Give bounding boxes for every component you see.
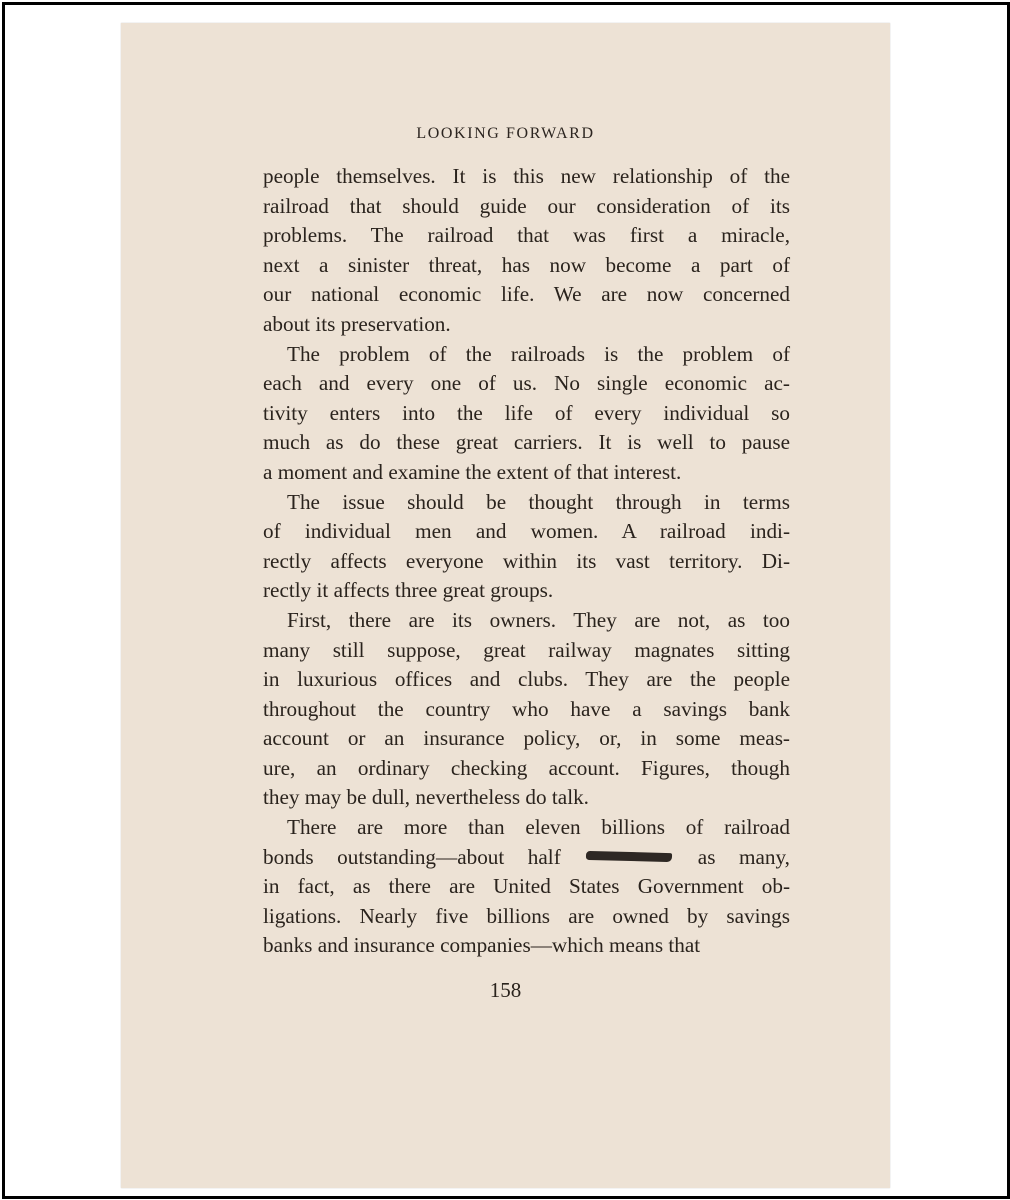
text-line: rectly it affects three great groups. [263,578,554,603]
text-line: many still suppose, great railway magnates sitting [263,637,790,662]
text-segment: bonds outstanding—about half [263,844,585,869]
text-line: tivity enters into the life of every individual so [263,400,790,425]
text-line: about its preservation. [263,311,451,336]
text-line: each and every one of us. No single economic ac- [263,371,790,396]
text-line: our national economic life. We are now concerned [263,282,790,307]
body-text [263,162,790,961]
text-line: in fact, as there are United States Government ob- [263,874,790,899]
text-line: account or an insurance policy, or, in some meas- [263,726,790,751]
paragraph [263,162,790,340]
paragraph [263,606,790,813]
text-line: ure, an ordinary checking account. Figures, though [263,755,790,780]
text-line: next a sinister threat, has now become a part of [263,252,790,277]
text-segment: as many, [674,844,790,869]
text-line: The problem of the railroads is the problem of [287,341,790,366]
paragraph [263,340,790,488]
text-line: they may be dull, nevertheless do talk. [263,785,589,810]
text-line: throughout the country who have a savings bank [263,696,790,721]
text-line: There are more than eleven billions of railroad [287,815,790,840]
text-line [263,843,790,873]
text-line: The issue should be thought through in terms [287,489,790,514]
text-line: rectly affects everyone within its vast territory. Di- [263,548,790,573]
text-line: First, there are its owners. They are not, as too [287,607,790,632]
text-line: of individual men and women. A railroad indi- [263,519,790,544]
text-line: much as do these great carriers. It is well to pause [263,430,790,455]
text-line: in luxurious offices and clubs. They are the people [263,667,790,692]
text-line: railroad that should guide our consideration of its [263,193,790,218]
paragraph [263,813,790,961]
paragraph [263,488,790,606]
redaction-mark [586,851,672,862]
text-line: people themselves. It is this new relationship of the [263,164,790,188]
book-page [121,23,890,1188]
text-line: a moment and examine the extent of that interest. [263,459,682,484]
text-line: banks and insurance companies—which means that [263,933,701,958]
running-head: LOOKING FORWARD [416,125,595,142]
image-frame [2,2,1010,1199]
text-line: problems. The railroad that was first a miracle, [263,223,790,248]
text-line: ligations. Nearly five billions are owned by savings [263,903,790,928]
page-number: 158 [489,978,522,1002]
